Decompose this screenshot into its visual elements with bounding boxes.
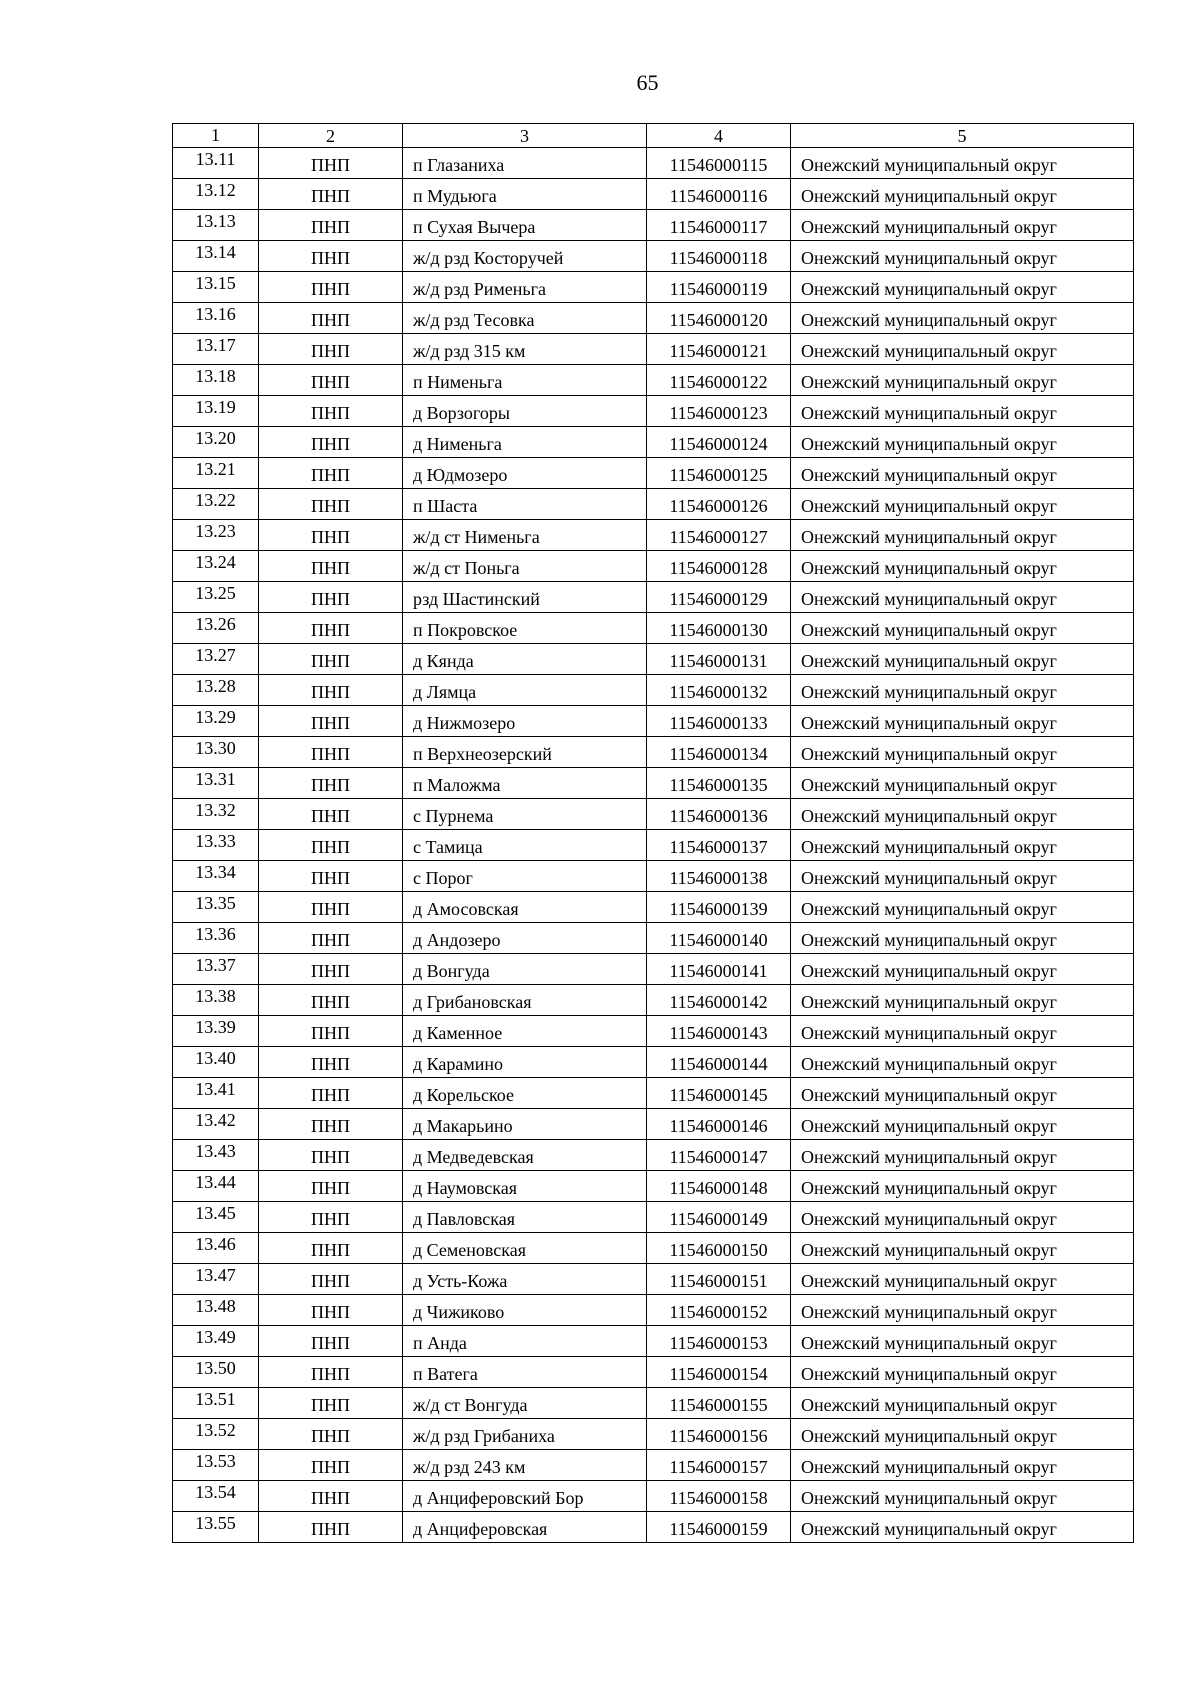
municipality-cell: Онежский муниципальный округ: [791, 892, 1134, 923]
table-row: [173, 1450, 1134, 1481]
category-cell: ПНП: [259, 1078, 403, 1109]
oktmo-code-cell: 11546000122: [647, 365, 791, 396]
category-cell: ПНП: [259, 923, 403, 954]
table-row: [173, 923, 1134, 954]
page-number: 65: [636, 70, 659, 95]
municipality-cell: Онежский муниципальный округ: [791, 1357, 1134, 1388]
table-row: [173, 1326, 1134, 1357]
settlement-name-cell: д Юдмозеро: [403, 458, 647, 489]
oktmo-code-cell: 11546000149: [647, 1202, 791, 1233]
municipality-cell: Онежский муниципальный округ: [791, 210, 1134, 241]
column-header-3: 3: [403, 124, 647, 148]
row-number-cell: 13.28: [173, 675, 259, 706]
table-row: [173, 1419, 1134, 1450]
municipality-cell: Онежский муниципальный округ: [791, 737, 1134, 768]
municipality-cell: Онежский муниципальный округ: [791, 799, 1134, 830]
settlement-name-cell: д Лямца: [403, 675, 647, 706]
table-row: [173, 303, 1134, 334]
municipality-cell: Онежский муниципальный округ: [791, 1202, 1134, 1233]
category-cell: ПНП: [259, 1047, 403, 1078]
row-number-cell: 13.48: [173, 1295, 259, 1326]
table-row: [173, 954, 1134, 985]
oktmo-code-cell: 11546000117: [647, 210, 791, 241]
row-number-cell: 13.27: [173, 644, 259, 675]
category-cell: ПНП: [259, 737, 403, 768]
header-row: [173, 124, 1134, 148]
settlement-name-cell: д Нижмозеро: [403, 706, 647, 737]
row-number-cell: 13.32: [173, 799, 259, 830]
row-number-cell: 13.41: [173, 1078, 259, 1109]
oktmo-code-cell: 11546000131: [647, 644, 791, 675]
municipality-cell: Онежский муниципальный округ: [791, 830, 1134, 861]
settlements-table: [172, 123, 1134, 1543]
category-cell: ПНП: [259, 985, 403, 1016]
category-cell: ПНП: [259, 396, 403, 427]
table-row: [173, 334, 1134, 365]
municipality-cell: Онежский муниципальный округ: [791, 1016, 1134, 1047]
oktmo-code-cell: 11546000147: [647, 1140, 791, 1171]
category-cell: ПНП: [259, 644, 403, 675]
settlement-name-cell: п Анда: [403, 1326, 647, 1357]
row-number-cell: 13.52: [173, 1419, 259, 1450]
settlement-name-cell: д Вонгуда: [403, 954, 647, 985]
oktmo-code-cell: 11546000128: [647, 551, 791, 582]
row-number-cell: 13.50: [173, 1357, 259, 1388]
category-cell: ПНП: [259, 613, 403, 644]
row-number-cell: 13.54: [173, 1481, 259, 1512]
oktmo-code-cell: 11546000140: [647, 923, 791, 954]
oktmo-code-cell: 11546000120: [647, 303, 791, 334]
table-row: [173, 1171, 1134, 1202]
category-cell: ПНП: [259, 210, 403, 241]
table-row: [173, 1078, 1134, 1109]
category-cell: ПНП: [259, 1481, 403, 1512]
oktmo-code-cell: 11546000141: [647, 954, 791, 985]
table-row: [173, 737, 1134, 768]
settlement-name-cell: д Каменное: [403, 1016, 647, 1047]
oktmo-code-cell: 11546000127: [647, 520, 791, 551]
row-number-cell: 13.36: [173, 923, 259, 954]
oktmo-code-cell: 11546000118: [647, 241, 791, 272]
category-cell: ПНП: [259, 365, 403, 396]
table-row: [173, 1140, 1134, 1171]
municipality-cell: Онежский муниципальный округ: [791, 1047, 1134, 1078]
settlement-name-cell: д Нименьга: [403, 427, 647, 458]
settlement-name-cell: ж/д рзд Рименьга: [403, 272, 647, 303]
settlement-name-cell: д Павловская: [403, 1202, 647, 1233]
municipality-cell: Онежский муниципальный округ: [791, 520, 1134, 551]
row-number-cell: 13.11: [173, 148, 259, 179]
row-number-cell: 13.55: [173, 1512, 259, 1543]
oktmo-code-cell: 11546000119: [647, 272, 791, 303]
municipality-cell: Онежский муниципальный округ: [791, 1233, 1134, 1264]
municipality-cell: Онежский муниципальный округ: [791, 303, 1134, 334]
category-cell: ПНП: [259, 799, 403, 830]
settlement-name-cell: п Шаста: [403, 489, 647, 520]
table-row: [173, 365, 1134, 396]
oktmo-code-cell: 11546000157: [647, 1450, 791, 1481]
row-number-cell: 13.34: [173, 861, 259, 892]
row-number-cell: 13.33: [173, 830, 259, 861]
table-body: [173, 148, 1134, 1543]
settlement-name-cell: ж/д ст Нименьга: [403, 520, 647, 551]
municipality-cell: Онежский муниципальный округ: [791, 644, 1134, 675]
oktmo-code-cell: 11546000142: [647, 985, 791, 1016]
oktmo-code-cell: 11546000125: [647, 458, 791, 489]
category-cell: ПНП: [259, 458, 403, 489]
category-cell: ПНП: [259, 334, 403, 365]
category-cell: ПНП: [259, 861, 403, 892]
column-header-1: 1: [173, 124, 259, 148]
category-cell: ПНП: [259, 1450, 403, 1481]
table-row: [173, 830, 1134, 861]
oktmo-code-cell: 11546000139: [647, 892, 791, 923]
row-number-cell: 13.35: [173, 892, 259, 923]
table-row: [173, 613, 1134, 644]
table-row: [173, 1264, 1134, 1295]
row-number-cell: 13.53: [173, 1450, 259, 1481]
settlement-name-cell: п Покровское: [403, 613, 647, 644]
row-number-cell: 13.24: [173, 551, 259, 582]
municipality-cell: Онежский муниципальный округ: [791, 179, 1134, 210]
oktmo-code-cell: 11546000150: [647, 1233, 791, 1264]
category-cell: ПНП: [259, 179, 403, 210]
municipality-cell: Онежский муниципальный округ: [791, 148, 1134, 179]
municipality-cell: Онежский муниципальный округ: [791, 768, 1134, 799]
settlement-name-cell: д Грибановская: [403, 985, 647, 1016]
municipality-cell: Онежский муниципальный округ: [791, 613, 1134, 644]
table-row: [173, 706, 1134, 737]
row-number-cell: 13.45: [173, 1202, 259, 1233]
municipality-cell: Онежский муниципальный округ: [791, 1140, 1134, 1171]
table-row: [173, 582, 1134, 613]
table-row: [173, 551, 1134, 582]
row-number-cell: 13.19: [173, 396, 259, 427]
row-number-cell: 13.49: [173, 1326, 259, 1357]
row-number-cell: 13.22: [173, 489, 259, 520]
oktmo-code-cell: 11546000124: [647, 427, 791, 458]
municipality-cell: Онежский муниципальный округ: [791, 365, 1134, 396]
municipality-cell: Онежский муниципальный округ: [791, 1450, 1134, 1481]
settlement-name-cell: д Семеновская: [403, 1233, 647, 1264]
municipality-cell: Онежский муниципальный округ: [791, 1078, 1134, 1109]
table-header: [173, 124, 1134, 148]
category-cell: ПНП: [259, 148, 403, 179]
settlement-name-cell: п Верхнеозерский: [403, 737, 647, 768]
category-cell: ПНП: [259, 1295, 403, 1326]
table-row: [173, 768, 1134, 799]
column-header-2: 2: [259, 124, 403, 148]
table-row: [173, 644, 1134, 675]
row-number-cell: 13.12: [173, 179, 259, 210]
settlement-name-cell: д Карамино: [403, 1047, 647, 1078]
table-row: [173, 1202, 1134, 1233]
category-cell: ПНП: [259, 582, 403, 613]
oktmo-code-cell: 11546000130: [647, 613, 791, 644]
settlement-name-cell: с Тамица: [403, 830, 647, 861]
oktmo-code-cell: 11546000152: [647, 1295, 791, 1326]
settlement-name-cell: д Кянда: [403, 644, 647, 675]
category-cell: ПНП: [259, 427, 403, 458]
municipality-cell: Онежский муниципальный округ: [791, 458, 1134, 489]
table-row: [173, 1388, 1134, 1419]
municipality-cell: Онежский муниципальный округ: [791, 1295, 1134, 1326]
table-row: [173, 458, 1134, 489]
settlement-name-cell: д Корельское: [403, 1078, 647, 1109]
oktmo-code-cell: 11546000135: [647, 768, 791, 799]
municipality-cell: Онежский муниципальный округ: [791, 1109, 1134, 1140]
oktmo-code-cell: 11546000121: [647, 334, 791, 365]
table-row: [173, 272, 1134, 303]
row-number-cell: 13.51: [173, 1388, 259, 1419]
table-row: [173, 148, 1134, 179]
settlement-name-cell: д Андозеро: [403, 923, 647, 954]
category-cell: ПНП: [259, 241, 403, 272]
settlement-name-cell: ж/д рзд Тесовка: [403, 303, 647, 334]
category-cell: ПНП: [259, 675, 403, 706]
settlement-name-cell: д Амосовская: [403, 892, 647, 923]
category-cell: ПНП: [259, 1388, 403, 1419]
municipality-cell: Онежский муниципальный округ: [791, 675, 1134, 706]
category-cell: ПНП: [259, 551, 403, 582]
oktmo-code-cell: 11546000134: [647, 737, 791, 768]
oktmo-code-cell: 11546000151: [647, 1264, 791, 1295]
table-row: [173, 179, 1134, 210]
settlement-name-cell: д Анциферовская: [403, 1512, 647, 1543]
oktmo-code-cell: 11546000129: [647, 582, 791, 613]
oktmo-code-cell: 11546000148: [647, 1171, 791, 1202]
row-number-cell: 13.25: [173, 582, 259, 613]
settlement-name-cell: п Сухая Вычера: [403, 210, 647, 241]
settlement-name-cell: ж/д рзд 315 км: [403, 334, 647, 365]
oktmo-code-cell: 11546000116: [647, 179, 791, 210]
settlement-name-cell: д Усть-Кожа: [403, 1264, 647, 1295]
oktmo-code-cell: 11546000144: [647, 1047, 791, 1078]
settlement-name-cell: п Маложма: [403, 768, 647, 799]
row-number-cell: 13.30: [173, 737, 259, 768]
settlement-name-cell: п Глазаниха: [403, 148, 647, 179]
row-number-cell: 13.29: [173, 706, 259, 737]
municipality-cell: Онежский муниципальный округ: [791, 861, 1134, 892]
municipality-cell: Онежский муниципальный округ: [791, 489, 1134, 520]
category-cell: ПНП: [259, 1016, 403, 1047]
table-row: [173, 985, 1134, 1016]
municipality-cell: Онежский муниципальный округ: [791, 272, 1134, 303]
category-cell: ПНП: [259, 272, 403, 303]
row-number-cell: 13.46: [173, 1233, 259, 1264]
municipality-cell: Онежский муниципальный округ: [791, 923, 1134, 954]
oktmo-code-cell: 11546000145: [647, 1078, 791, 1109]
settlement-name-cell: ж/д ст Вонгуда: [403, 1388, 647, 1419]
table-row: [173, 396, 1134, 427]
table-row: [173, 241, 1134, 272]
row-number-cell: 13.37: [173, 954, 259, 985]
row-number-cell: 13.42: [173, 1109, 259, 1140]
settlement-name-cell: д Макарьино: [403, 1109, 647, 1140]
settlement-name-cell: ж/д рзд Грибаниха: [403, 1419, 647, 1450]
row-number-cell: 13.23: [173, 520, 259, 551]
oktmo-code-cell: 11546000126: [647, 489, 791, 520]
municipality-cell: Онежский муниципальный округ: [791, 582, 1134, 613]
table-row: [173, 427, 1134, 458]
settlement-name-cell: п Мудьюга: [403, 179, 647, 210]
settlement-name-cell: с Пурнема: [403, 799, 647, 830]
row-number-cell: 13.43: [173, 1140, 259, 1171]
row-number-cell: 13.39: [173, 1016, 259, 1047]
row-number-cell: 13.40: [173, 1047, 259, 1078]
category-cell: ПНП: [259, 1512, 403, 1543]
table-row: [173, 210, 1134, 241]
table-row: [173, 1016, 1134, 1047]
municipality-cell: Онежский муниципальный округ: [791, 1388, 1134, 1419]
municipality-cell: Онежский муниципальный округ: [791, 1481, 1134, 1512]
table-row: [173, 1295, 1134, 1326]
category-cell: ПНП: [259, 1171, 403, 1202]
settlement-name-cell: ж/д ст Поньга: [403, 551, 647, 582]
row-number-cell: 13.14: [173, 241, 259, 272]
category-cell: ПНП: [259, 1233, 403, 1264]
row-number-cell: 13.18: [173, 365, 259, 396]
settlement-name-cell: п Нименьга: [403, 365, 647, 396]
row-number-cell: 13.15: [173, 272, 259, 303]
oktmo-code-cell: 11546000146: [647, 1109, 791, 1140]
oktmo-code-cell: 11546000123: [647, 396, 791, 427]
settlement-name-cell: с Порог: [403, 861, 647, 892]
category-cell: ПНП: [259, 830, 403, 861]
row-number-cell: 13.13: [173, 210, 259, 241]
table-row: [173, 520, 1134, 551]
municipality-cell: Онежский муниципальный округ: [791, 334, 1134, 365]
row-number-cell: 13.47: [173, 1264, 259, 1295]
row-number-cell: 13.16: [173, 303, 259, 334]
category-cell: ПНП: [259, 954, 403, 985]
category-cell: ПНП: [259, 303, 403, 334]
oktmo-code-cell: 11546000154: [647, 1357, 791, 1388]
row-number-cell: 13.31: [173, 768, 259, 799]
settlement-name-cell: п Ватега: [403, 1357, 647, 1388]
table-row: [173, 675, 1134, 706]
oktmo-code-cell: 11546000156: [647, 1419, 791, 1450]
oktmo-code-cell: 11546000133: [647, 706, 791, 737]
oktmo-code-cell: 11546000155: [647, 1388, 791, 1419]
table-row: [173, 489, 1134, 520]
category-cell: ПНП: [259, 1264, 403, 1295]
category-cell: ПНП: [259, 489, 403, 520]
settlement-name-cell: д Ворзогоры: [403, 396, 647, 427]
column-header-4: 4: [647, 124, 791, 148]
category-cell: ПНП: [259, 1202, 403, 1233]
table-row: [173, 1109, 1134, 1140]
row-number-cell: 13.44: [173, 1171, 259, 1202]
settlement-name-cell: д Наумовская: [403, 1171, 647, 1202]
municipality-cell: Онежский муниципальный округ: [791, 1419, 1134, 1450]
category-cell: ПНП: [259, 706, 403, 737]
table-row: [173, 1512, 1134, 1543]
municipality-cell: Онежский муниципальный округ: [791, 551, 1134, 582]
oktmo-code-cell: 11546000115: [647, 148, 791, 179]
oktmo-code-cell: 11546000138: [647, 861, 791, 892]
municipality-cell: Онежский муниципальный округ: [791, 706, 1134, 737]
municipality-cell: Онежский муниципальный округ: [791, 396, 1134, 427]
row-number-cell: 13.21: [173, 458, 259, 489]
municipality-cell: Онежский муниципальный округ: [791, 1264, 1134, 1295]
settlement-name-cell: ж/д рзд 243 км: [403, 1450, 647, 1481]
category-cell: ПНП: [259, 768, 403, 799]
row-number-cell: 13.26: [173, 613, 259, 644]
settlement-name-cell: д Анциферовский Бор: [403, 1481, 647, 1512]
municipality-cell: Онежский муниципальный округ: [791, 241, 1134, 272]
settlement-name-cell: д Медведевская: [403, 1140, 647, 1171]
row-number-cell: 13.38: [173, 985, 259, 1016]
oktmo-code-cell: 11546000137: [647, 830, 791, 861]
table-row: [173, 1047, 1134, 1078]
table-row: [173, 1233, 1134, 1264]
category-cell: ПНП: [259, 520, 403, 551]
category-cell: ПНП: [259, 1419, 403, 1450]
category-cell: ПНП: [259, 1140, 403, 1171]
category-cell: ПНП: [259, 1357, 403, 1388]
oktmo-code-cell: 11546000153: [647, 1326, 791, 1357]
category-cell: ПНП: [259, 1326, 403, 1357]
municipality-cell: Онежский муниципальный округ: [791, 985, 1134, 1016]
oktmo-code-cell: 11546000143: [647, 1016, 791, 1047]
settlement-name-cell: ж/д рзд Косторучей: [403, 241, 647, 272]
municipality-cell: Онежский муниципальный округ: [791, 954, 1134, 985]
table-row: [173, 892, 1134, 923]
column-header-5: 5: [791, 124, 1134, 148]
table-row: [173, 861, 1134, 892]
municipality-cell: Онежский муниципальный округ: [791, 1171, 1134, 1202]
category-cell: ПНП: [259, 1109, 403, 1140]
row-number-cell: 13.20: [173, 427, 259, 458]
oktmo-code-cell: 11546000158: [647, 1481, 791, 1512]
municipality-cell: Онежский муниципальный округ: [791, 1326, 1134, 1357]
table-row: [173, 1357, 1134, 1388]
settlement-name-cell: д Чижиково: [403, 1295, 647, 1326]
municipality-cell: Онежский муниципальный округ: [791, 1512, 1134, 1543]
table-row: [173, 799, 1134, 830]
row-number-cell: 13.17: [173, 334, 259, 365]
table-row: [173, 1481, 1134, 1512]
municipality-cell: Онежский муниципальный округ: [791, 427, 1134, 458]
oktmo-code-cell: 11546000132: [647, 675, 791, 706]
category-cell: ПНП: [259, 892, 403, 923]
settlement-name-cell: рзд Шастинский: [403, 582, 647, 613]
oktmo-code-cell: 11546000159: [647, 1512, 791, 1543]
oktmo-code-cell: 11546000136: [647, 799, 791, 830]
